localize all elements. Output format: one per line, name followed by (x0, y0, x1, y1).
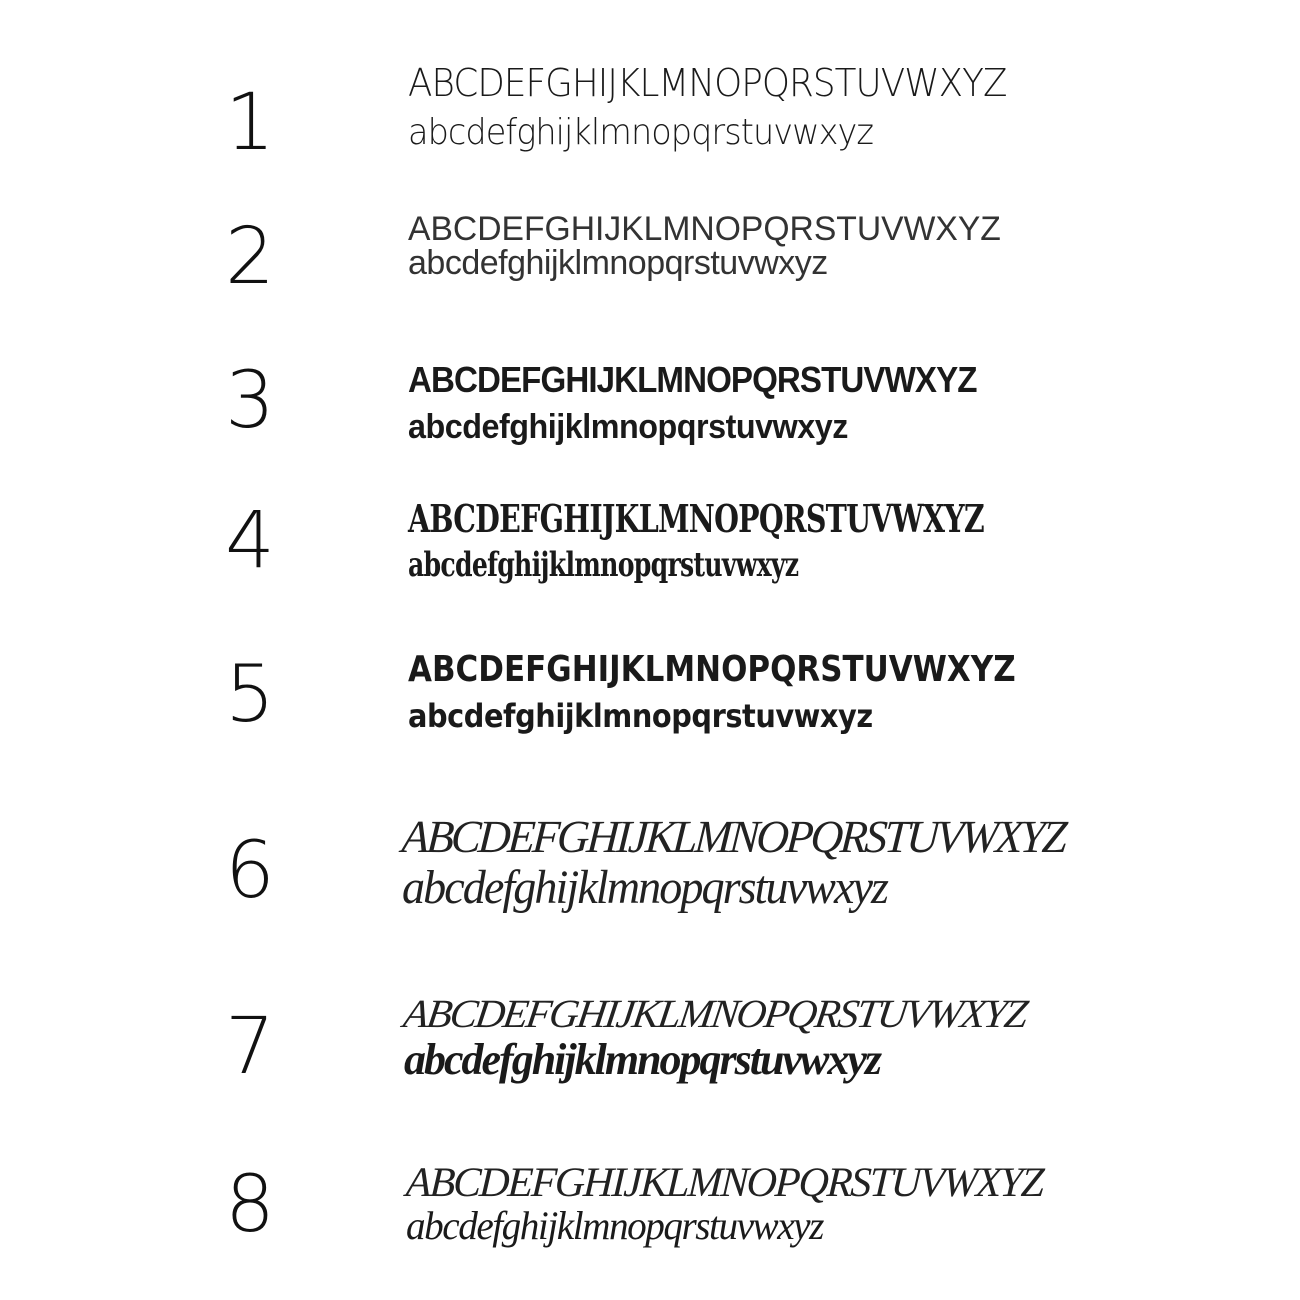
sample-number: 5 (225, 650, 275, 740)
uppercase-alphabet: ABCDEFGHIJKLMNOPQRSTUVWXYZ (408, 210, 1001, 248)
uppercase-alphabet: ABCDEFGHIJKLMNOPQRSTUVWXYZ (400, 811, 1067, 862)
lowercase-alphabet: abcdefghijklmnopqrstuvwxyz (408, 408, 848, 446)
sample-number: 6 (225, 826, 275, 916)
uppercase-alphabet: ABCDEFGHIJKLMNOPQRSTUVWXYZ (404, 1160, 1044, 1206)
uppercase-alphabet: ABCDEFGHIJKLMNOPQRSTUVWXYZ (408, 359, 977, 400)
sample-number: 3 (225, 356, 275, 446)
uppercase-alphabet: ABCDEFGHIJKLMNOPQRSTUVWXYZ (408, 649, 1016, 690)
sample-number: 1 (225, 78, 275, 168)
lowercase-alphabet: abcdefghijklmnopqrstuvwxyz (408, 244, 828, 282)
lowercase-alphabet: abcdefghijklmnopqrstuvwxyz (402, 861, 888, 914)
lowercase-alphabet: abcdefghijklmnopqrstuvwxyz (406, 1203, 823, 1248)
lowercase-alphabet: abcdefghijklmnopqrstuvwxyz (408, 697, 873, 735)
lowercase-alphabet: abcdefghijklmnopqrstuvwxyz (408, 545, 799, 585)
sample-number: 7 (225, 1002, 275, 1092)
lowercase-alphabet: abcdefghijklmnopqrstuvwxyz (404, 1035, 881, 1084)
uppercase-alphabet: ABCDEFGHIJKLMNOPQRSTUVWXYZ (408, 61, 1007, 105)
sample-number: 2 (225, 212, 275, 302)
uppercase-alphabet: ABCDEFGHIJKLMNOPQRSTUVWXYZ (408, 496, 984, 541)
lowercase-alphabet: abcdefghijklmnopqrstuvwxyz (408, 112, 874, 153)
sample-number: 8 (225, 1160, 275, 1250)
uppercase-alphabet: ABCDEFGHIJKLMNOPQRSTUVWXYZ (400, 991, 1029, 1036)
sample-number: 4 (225, 496, 275, 586)
